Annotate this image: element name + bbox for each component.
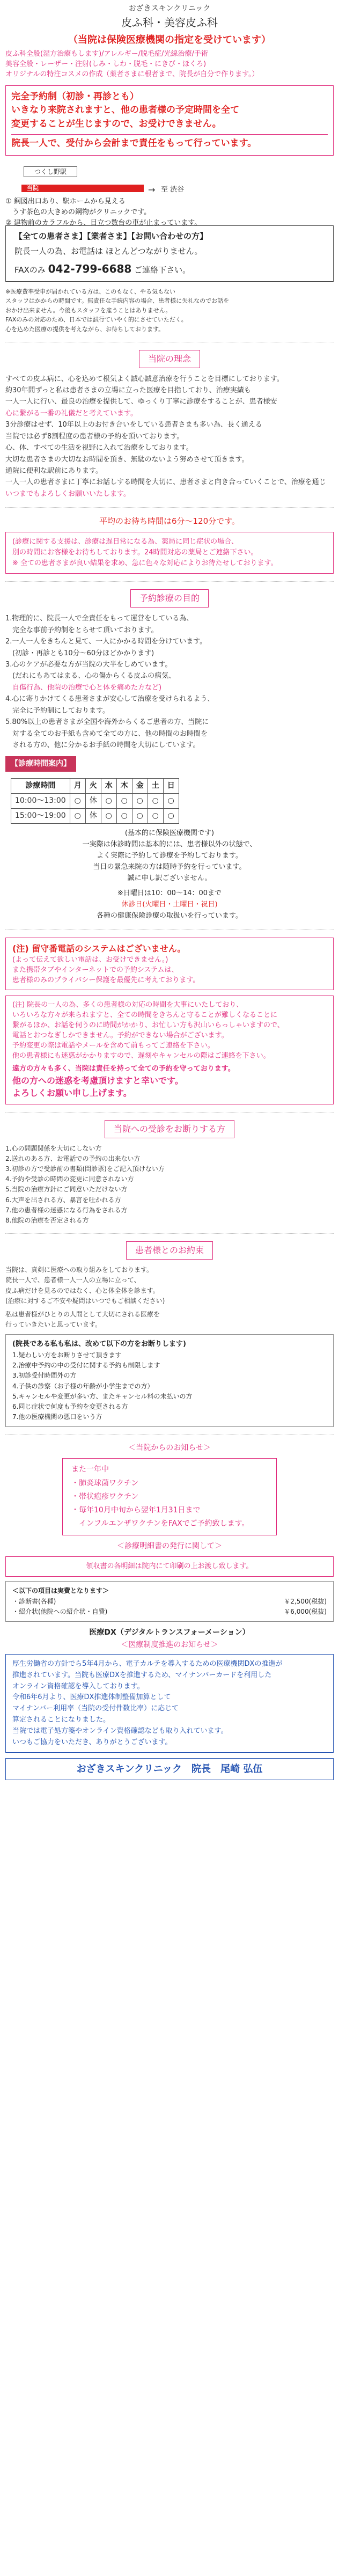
fax-number[interactable]: 042-799-6688	[48, 262, 132, 275]
patients-line: 当院は、真剣に医療への取り組みをしております。	[5, 1266, 153, 1274]
notice-line: 変更することが生じますので、お受けできません。	[11, 118, 222, 129]
patients-line: 行っていきたいと思っています。	[5, 1321, 102, 1329]
list-item: 1.心の問題関係を大切にしない方	[5, 1144, 102, 1152]
idea-line: 通院に便利な駅前にあります。	[5, 467, 102, 475]
fee-price: ￥6,000(税抜)	[284, 1607, 327, 1615]
dx-line: 算定されることになりました。	[12, 1716, 110, 1724]
idea-line: 当院では必ず8割程度の患者様の予約を頂いております。	[5, 432, 184, 441]
idea-line: 3分診療はせず、10年以上のお付き合いをしている患者さまも多い為、長く通える	[5, 421, 262, 429]
dx-line: オンライン資格確認を導入しております。	[12, 1682, 144, 1690]
map-note: うす茶色の大きめの鋼物がクリニックです。	[5, 208, 151, 216]
fax-line	[14, 261, 325, 277]
list-item: 3.初診の方で受診前の書類(問診票)をご記入頂けない方	[5, 1165, 165, 1173]
wait-notice: (診療に関する支援は、診療は遅日常になる為、薬局に同じ症状の場合、 別の時間にお客様をお待ちしております。24時間対応の薬局とご連絡下さい。 ※ 全ての患者さまが良い結果を求め、急に色々な対応によりお待たせしております。	[5, 532, 334, 574]
hours-cell: 15:00～19:00	[11, 809, 70, 824]
appointment-line: 3.心のケアが必要な方が当院の大半をしめています。	[5, 660, 172, 669]
map-note: ② 建物前のカラフルから、目立つ数台の車が止まっています。	[5, 218, 202, 227]
refusal-line: 5.キャンセルや変更が多い方、またキャンセル料の未払いの方	[12, 1392, 193, 1400]
staff-note	[5, 287, 334, 334]
dx-line: 令和6年6月より、医療DX推進体制整備加算として	[12, 1693, 171, 1702]
hours-header: 土	[148, 779, 163, 794]
contact-header: 【全ての患者さま】【業者さま】【お問い合わせの方】	[14, 231, 208, 241]
fee-label: ・診断書(各種)	[12, 1597, 56, 1605]
intro-line: 美容全般・レーザー・注射(しみ・しわ・脱毛・にきび・ほくろ)	[5, 60, 207, 68]
section-heading-patients	[5, 1241, 334, 1260]
hours-header: 火	[85, 779, 101, 794]
patients-line: (治療に対するご不安や疑問はいつでもご相談ください)	[5, 1297, 165, 1305]
section-title: 当院への受診をお断りする方	[105, 1120, 234, 1138]
intro-text	[5, 49, 334, 80]
note-line: ※医療費準受申が届かれている方は、このもなく、やる気もない	[5, 288, 175, 295]
map-clinic-label: 当院	[27, 184, 39, 192]
contact-line: 院長一人の為、お電話は ほとんどつながりません。	[14, 246, 203, 257]
intro-line: オリジナルの特注コスメの作成（薬者さまに根者まで、院長が自分で作ります。）	[5, 70, 259, 78]
map-notes	[5, 196, 201, 229]
nurse-note-box	[5, 996, 334, 1104]
hours-cell: 休	[85, 794, 101, 809]
fax-suffix: ご連絡下さい。	[134, 265, 191, 275]
idea-line: 一人一人の患者さまに丁寧にお話しする時間を大切に、患者さまと向き合っていくことで、治療を通じ	[5, 478, 326, 487]
clinic-name: おざきスキンクリニック	[128, 4, 211, 13]
no-voicemail-line: また携帯タブやインターネットでの予約システムは、	[12, 965, 179, 974]
dx-subtitle: ＜医療制度推進のお知らせ＞	[121, 1641, 218, 1650]
dx-line: マイナンバー利用率（当院の受付件数比率）に応じて	[12, 1704, 179, 1713]
map-road	[21, 185, 144, 192]
arrow-right-icon: →	[148, 184, 156, 195]
divider	[5, 1112, 334, 1113]
patients-line: 皮ふ病だけを見るのではなく、心と体全体を診ます。	[5, 1286, 159, 1294]
vaccine-line: ・毎年10月中旬から翌年1月31日まで	[71, 1505, 201, 1514]
nurse-note-line: 予約変更の際は電話やメールを含めて前もってご連絡を下さい。	[12, 1041, 215, 1050]
appointment-line: 1.物理的に、院長一人で全責任をもって運営をしている為、	[5, 614, 194, 623]
hours-header: 木	[116, 779, 132, 794]
hours-heading: 【診療時間案内】	[5, 756, 76, 772]
appointment-line: 2.一人一人をきちんと見て、一人にかかる時間を分けています。	[5, 638, 207, 646]
section-title: 予約診療の目的	[130, 589, 209, 608]
hours-cell: 休	[85, 809, 101, 824]
nurse-note-line: 繋がるほか、お話を伺うのに時間がかかり、お忙しい方も沢山いらっしゃいますので、	[12, 1021, 284, 1030]
no-voicemail-title: (注) 留守番電話のシステムはございません。	[12, 943, 186, 954]
refusal-line: 1.疑わしい方をお断りさせて頂きます	[12, 1351, 122, 1359]
idea-line: 約30年間ずっと私は患者さまの立場に立った医療を目指しており、治療実績も	[5, 386, 251, 394]
idea-line: すべての皮ふ病に、心を込めて根気よく誠心誠意治療を行うことを目標にしております。	[5, 375, 284, 383]
hours-note: 一実際は休診時間は基本的には、患者様以外の状態で、	[82, 840, 257, 849]
patients-line: 院長一人で、患者様一人一人の立場に立って、	[5, 1276, 141, 1284]
divider	[5, 581, 334, 582]
fee-price: ￥2,500(税抜)	[284, 1597, 327, 1605]
hours-header: 月	[70, 779, 85, 794]
refusal-line: 4.子供の診察（お子様の年齢が小学生までの方）	[12, 1382, 154, 1390]
vaccine-line: ・帯状疱疹ワクチン	[71, 1492, 139, 1501]
hours-cell: ○	[132, 794, 148, 809]
section-heading-refusal	[5, 1120, 334, 1138]
list-item: 5.当院の治療方針にご同意いただけない方	[5, 1185, 128, 1194]
dx-line: 厚生労働省の方針でら5年4月から、電子カルテを導入するための医療機関DXの推進が	[12, 1660, 283, 1668]
appointment-line: される方の、他に分かるお手紙の時間を大切にしています。	[5, 741, 200, 750]
appointment-line: 自傷行為、他院の治療で心と体を痛めた方など)	[5, 683, 162, 692]
hours-cell: ○	[132, 809, 148, 824]
dx-line: 推進されています。当院も医療DXを推進するため、マイナンバーカードを利用した	[12, 1671, 272, 1679]
nurse-note-line: 他の患者様にも迷惑がかかりますので、遅刻やキャンセルの際はご連絡を下さい。	[12, 1051, 270, 1060]
insurance-banner: （当院は保険医療機関の指定を受けています）	[68, 34, 271, 46]
nurse-note-line: (注) 院長の一人の為、多くの患者様の対応の時間を大事にいたしており、	[12, 1001, 244, 1009]
hours-cell: ○	[163, 794, 179, 809]
table-row	[11, 809, 179, 824]
refusal-line: 2.治療中予約の中の受付に関する予約も制限します	[12, 1362, 160, 1370]
access-map	[5, 161, 334, 227]
note-line: おかけ出来ません。今後もスタッフを雇うことはありません。	[5, 306, 172, 314]
note-line: 心を込めた医療の提供を考えながら、お待ちしております。	[5, 325, 165, 333]
section-heading-idea	[5, 350, 334, 368]
no-voicemail-box	[5, 938, 334, 991]
hours-cell: ○	[116, 794, 132, 809]
hours-cell: ○	[70, 809, 85, 824]
note-line: FAXのみの対応のため、日本では試行ていやく的にさせていただく。	[5, 316, 187, 324]
nurse-note-line: 電話とおつなぎしかできません。予約ができない場合がございます。	[12, 1031, 229, 1040]
patients-text	[5, 1265, 334, 1330]
list-item: 4.予約や受診の時間の変更に同意されない方	[5, 1175, 134, 1183]
hours-cell: ○	[148, 809, 163, 824]
responsibility-line: 院長一人で、受付から会計まで責任をもって行っています。	[11, 134, 328, 151]
page-title: 皮ふ科・美容皮ふ科	[121, 16, 218, 29]
refusal-line: 3.初診受付時間外の方	[12, 1372, 77, 1380]
vaccine-heading: ＜当院からのお知らせ＞	[128, 1444, 211, 1453]
refusal-box	[5, 1334, 334, 1427]
hours-cell: ○	[101, 809, 116, 824]
hours-note: よく実際に予約して診療を予約しております。	[97, 852, 242, 860]
idea-line: 大切な患者さまの大切なお時間を頂き、無駄のないよう努めさせて頂きます。	[5, 455, 249, 464]
refusal-box-title: (院長である私も私は、改めて以下の方をお断りします)	[12, 1340, 186, 1349]
idea-line: 心、体、すべての生活を視野に入れて治療をしております。	[5, 444, 193, 452]
fee-row	[12, 1607, 327, 1617]
hours-cell: ○	[70, 794, 85, 809]
no-voicemail-line: 患者様のみのプライバシー保護を最優先に考えております。	[12, 976, 200, 984]
hours-cell: 10:00～13:00	[11, 794, 70, 809]
hours-header: 診療時間	[11, 779, 70, 794]
fee-heading: ＜以下の項目は実費となります＞	[12, 1587, 109, 1595]
wait-time: 平均のお待ち時間は6分～120分です。	[99, 516, 240, 526]
hours-header: 水	[101, 779, 116, 794]
hours-notes	[5, 828, 334, 921]
appointment-line: (初診・再診とも10分～60分ほどかかります)	[5, 649, 154, 657]
divider	[5, 1233, 334, 1234]
hours-cell: ○	[163, 809, 179, 824]
map-station-label: つくし野駅	[24, 166, 77, 177]
refusal-line: 6.同じ症状で何度も予約を変更される方	[12, 1403, 128, 1411]
appointment-line: 対する全てのお手紙も含めて全ての方に、他の時間のお時間を	[5, 729, 208, 738]
vaccine-line: ・肺炎球菌ワクチン	[71, 1479, 139, 1488]
hours-cell: ○	[148, 794, 163, 809]
certificate-box: 領収書の各明細は院内にて印刷の上お渡し致します。	[5, 1556, 334, 1577]
list-item: 8.他院の治療を否定される方	[5, 1216, 89, 1224]
hours-header-row	[11, 779, 179, 794]
appointment-text	[5, 613, 334, 751]
nurse-note-line: いろいろな方々が来られますと、全ての時間をきちんと守ることが難しくなることに	[12, 1011, 278, 1020]
idea-text	[5, 374, 334, 500]
vaccine-box	[62, 1458, 277, 1535]
hours-cell: ○	[101, 794, 116, 809]
appointment-line: (だれにもあてはまる、心の傷からくる皮ふの病気、	[5, 672, 176, 680]
dx-title: 医療DX（デジタルトランスフォーメーション）	[89, 1628, 250, 1637]
nurse-note-line: 他の方への迷惑を考慮頂けますと幸いです。	[12, 1075, 183, 1086]
hours-note: 当日の緊急来院の方は随時予約を行っています。	[93, 862, 246, 871]
appointment-line: 完全に予約制にしております。	[5, 706, 109, 715]
notice-line: 完全予約制（初診・再診とも）	[11, 91, 139, 102]
hours-note: 誠に申し訳ございません。	[127, 874, 212, 882]
intro-line: 皮ふ科全般(湿方治療もします)/アレルギー/脱毛症/光線治療/手術	[5, 50, 208, 58]
reservation-notice	[5, 85, 334, 156]
idea-line: 一人一人に行い、最良の治療を提供して、ゆっくり丁寧に診療をすることが、患者様安	[5, 398, 277, 406]
appointment-line: 完全な事前予約制をとらせて頂いております。	[5, 626, 158, 634]
list-item: 7.他の患者様の迷惑になる行為をされる方	[5, 1206, 128, 1214]
vaccine-line: インフルエンザワクチンをFAXでご予約致します。	[71, 1519, 249, 1528]
dx-line: いつもご協力をいただき、ありがとうございます。	[12, 1738, 172, 1746]
hours-note: 休診日(火曜日・土曜日・祝日)	[121, 901, 218, 909]
hours-header: 日	[163, 779, 179, 794]
hours-note: 各種の健康保険診療の取扱いを行っています。	[97, 912, 242, 920]
idea-line: いつまでもよろしくお願いいたします。	[5, 489, 130, 498]
hours-note: (基本的に保険医療機関です)	[124, 829, 215, 838]
clinic-signature: おざきスキンクリニック 院長 尾崎 弘伍	[5, 1758, 334, 1780]
hours-cell: ○	[116, 809, 132, 824]
appointment-line: 4.心に寄りかけてくる患者さまが安心して治療を受けられるよう、	[5, 695, 215, 704]
dx-line: 当院では電子処方箋やオンライン資格確認なども取り入れています。	[12, 1726, 228, 1735]
appointment-line: 5.80%以上の患者さまが全国や海外からくるご患者の方、当院に	[5, 718, 209, 727]
hours-note: ※日曜日は10：00～14：00まで	[117, 889, 222, 898]
hours-header: 金	[132, 779, 148, 794]
table-row	[11, 794, 179, 809]
note-line: スタッフはかからの時間です。無責任な手続内容の場合、患者様に失礼なのでお話を	[5, 297, 230, 305]
refusal-list	[5, 1144, 334, 1226]
dx-box	[5, 1654, 334, 1753]
nurse-note-line: 遠方の方々も多く、当院は責任を持って全ての予約を守っております。	[12, 1065, 235, 1073]
vaccine-line: また一年中	[71, 1465, 109, 1474]
contact-box	[5, 225, 334, 282]
section-heading-appointment	[5, 589, 334, 608]
no-voicemail-line: (よって伝えて欲しい電話は、お受けできません。)	[12, 955, 168, 964]
refusal-line: 7.他の医療機関の悪口をいう方	[12, 1413, 102, 1421]
map-note: ① 鋼図出口あり、駅ホームから見える	[5, 197, 126, 206]
fee-row	[12, 1597, 327, 1607]
idea-line: 心に繋がる一番の礼儀だと考えています。	[5, 409, 137, 418]
divider	[5, 507, 334, 508]
fax-label: FAXのみ	[14, 265, 46, 275]
hours-table	[11, 778, 179, 824]
notice-line: いきなり来院されますと、他の患者様の予定時間を全て	[11, 105, 239, 116]
patients-line: 私は患者様がひとりの人間として大切にされる医療を	[5, 1310, 160, 1318]
certificate-heading: ＜診療明細書の発行に関して＞	[117, 1542, 222, 1551]
section-title: 患者様とのお約束	[126, 1241, 213, 1260]
nurse-note-line: よろしくお願い申し上げます。	[12, 1088, 132, 1099]
fee-label: ・紹介状(他院への紹介状・自費)	[12, 1607, 108, 1615]
section-title: 当院の理念	[139, 350, 200, 368]
list-item: 2.送れのある方、お電話での予約の出来ない方	[5, 1154, 141, 1162]
list-item: 6.大声を出される方、暴言を吐かれる方	[5, 1196, 121, 1204]
map-direction-label: 至 渋谷	[161, 185, 185, 194]
fee-box	[5, 1581, 334, 1622]
